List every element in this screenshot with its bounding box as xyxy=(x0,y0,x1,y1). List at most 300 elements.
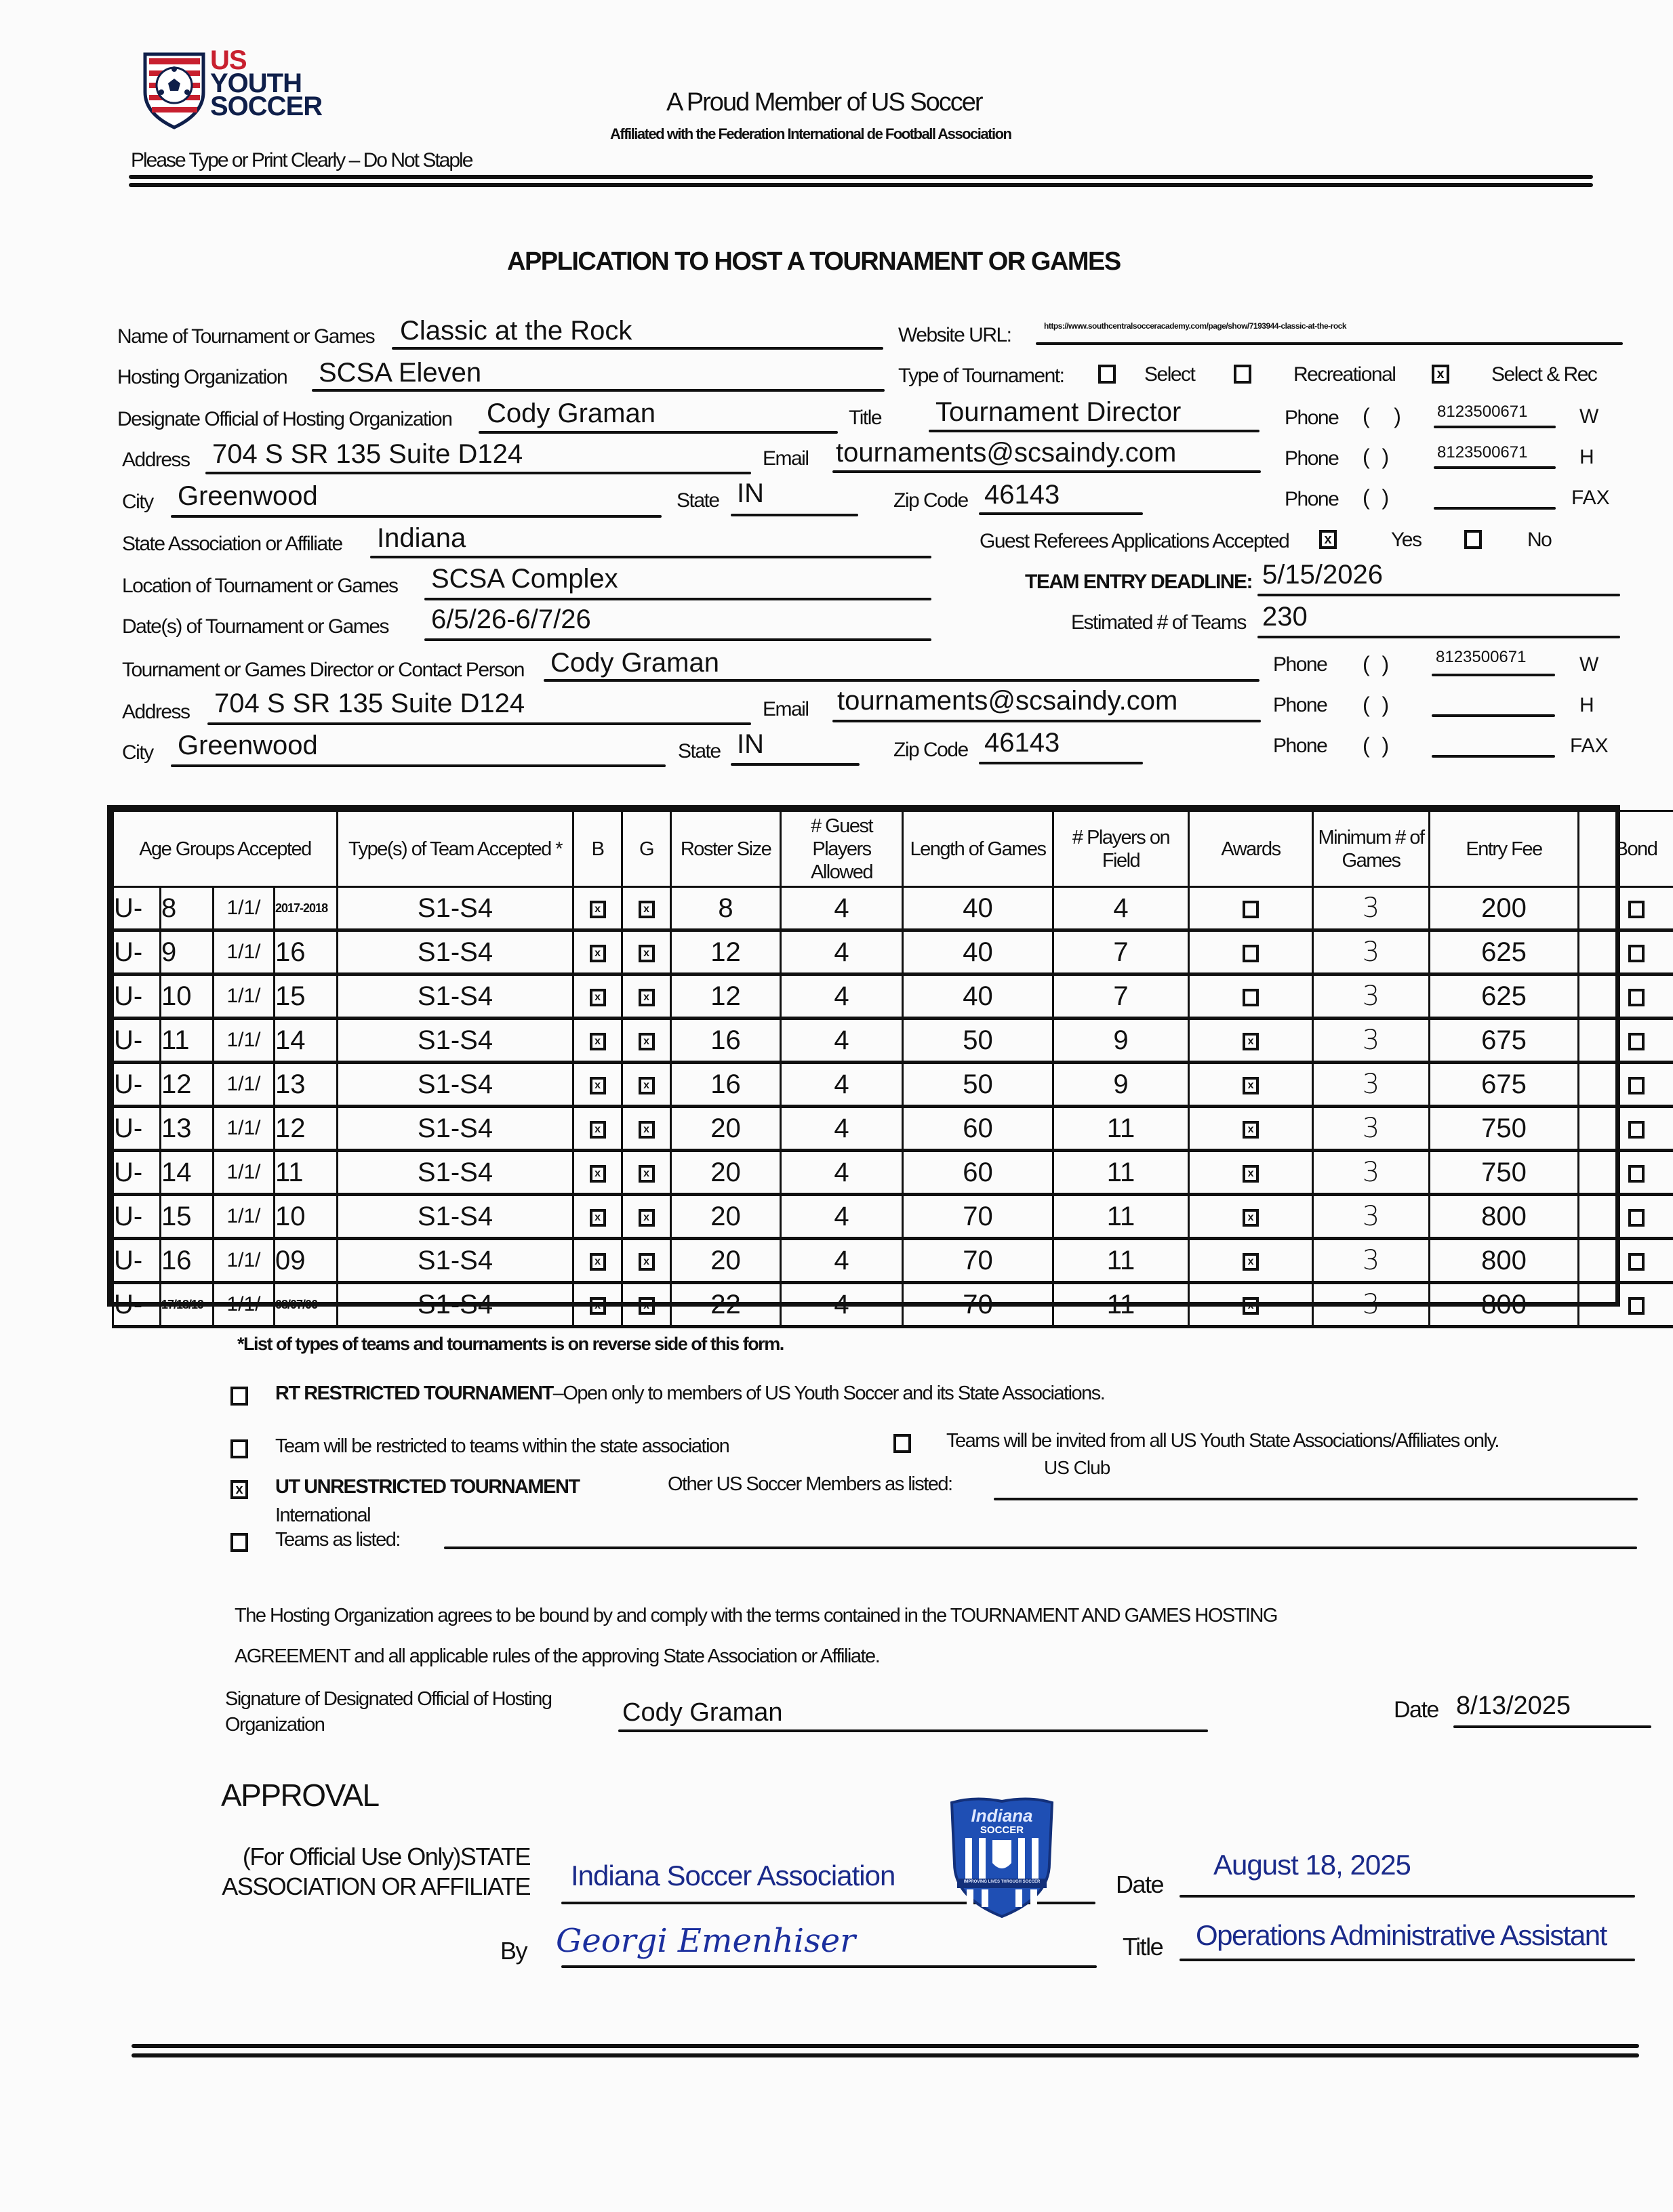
guest-ref-no-checkbox[interactable] xyxy=(1464,530,1482,549)
guest-players[interactable]: 4 xyxy=(781,1151,903,1195)
min-games[interactable]: 3 xyxy=(1313,1195,1430,1239)
director-zip-value[interactable]: 46143 xyxy=(984,728,1060,758)
est-teams-label: Estimated # of Teams xyxy=(1071,611,1246,634)
phone-suffix-w: W xyxy=(1579,405,1599,428)
signature-label-line-1: Signature of Designated Official of Hosting xyxy=(225,1688,552,1710)
us-youth-soccer-logo xyxy=(142,45,346,131)
birth-date-prefix[interactable]: 1/1/ xyxy=(214,930,275,975)
girls-checkbox[interactable]: x xyxy=(639,1165,655,1183)
guest-players[interactable]: 4 xyxy=(781,1107,903,1151)
bond-cell xyxy=(1579,1283,1673,1327)
guest-ref-label: Guest Referees Applications Accepted xyxy=(980,530,1289,552)
entry-fee[interactable]: 675 xyxy=(1430,1019,1579,1063)
table-header-row xyxy=(113,811,1673,887)
age-prefix[interactable]: U- xyxy=(113,1239,161,1283)
boys-cell xyxy=(573,1063,622,1107)
birth-year[interactable]: 15 xyxy=(275,975,338,1019)
bond-checkbox[interactable] xyxy=(1628,1121,1645,1139)
min-games[interactable]: 3 xyxy=(1313,1283,1430,1327)
boys-checkbox[interactable]: x xyxy=(590,1297,606,1315)
dates-value[interactable]: 6/5/26-6/7/26 xyxy=(431,605,591,634)
age-groups-table xyxy=(107,805,1657,1320)
team-types[interactable]: S1-S4 xyxy=(338,1239,573,1283)
team-types[interactable]: S1-S4 xyxy=(338,887,573,930)
players-on-field[interactable]: 11 xyxy=(1053,1283,1189,1327)
phone-suffix-w: W xyxy=(1579,653,1599,676)
address-value[interactable]: 704 S SR 135 Suite D124 xyxy=(212,439,523,469)
boys-cell xyxy=(573,1195,622,1239)
min-games[interactable]: 3 xyxy=(1313,1239,1430,1283)
roster-size[interactable]: 12 xyxy=(671,930,781,975)
logo-us: US xyxy=(210,45,247,75)
entry-fee[interactable]: 800 xyxy=(1430,1239,1579,1283)
game-length[interactable]: 40 xyxy=(903,887,1053,930)
col-awards: Awards xyxy=(1189,811,1313,887)
official-value[interactable]: Cody Graman xyxy=(487,398,656,428)
birth-date-prefix[interactable]: 1/1/ xyxy=(214,1107,275,1151)
entry-fee[interactable]: 625 xyxy=(1430,975,1579,1019)
official-title-label: Title xyxy=(849,407,882,429)
roster-size[interactable]: 20 xyxy=(671,1151,781,1195)
awards-cell xyxy=(1189,1195,1313,1239)
roster-size[interactable]: 12 xyxy=(671,975,781,1019)
min-games[interactable]: 3 xyxy=(1313,1063,1430,1107)
bond-cell xyxy=(1579,1107,1673,1151)
state-assoc-value[interactable]: Indiana xyxy=(377,523,466,553)
entry-fee[interactable]: 800 xyxy=(1430,1195,1579,1239)
players-on-field[interactable]: 11 xyxy=(1053,1195,1189,1239)
col-girls: G xyxy=(622,811,671,887)
table-row xyxy=(113,1063,1673,1107)
guest-players[interactable]: 4 xyxy=(781,1283,903,1327)
players-on-field[interactable]: 4 xyxy=(1053,887,1189,930)
birth-date-prefix[interactable]: 1/1/ xyxy=(214,1151,275,1195)
game-length[interactable]: 70 xyxy=(903,1239,1053,1283)
bond-checkbox[interactable] xyxy=(1628,1253,1645,1271)
phone-label: Phone xyxy=(1273,735,1327,757)
director-phone-work-value[interactable]: 8123500671 xyxy=(1436,648,1527,666)
zip-label: Zip Code xyxy=(893,489,968,512)
col-boys: B xyxy=(573,811,622,887)
type-recreational-checkbox[interactable] xyxy=(1234,365,1251,384)
logo-youth: YOUTH xyxy=(210,68,302,98)
table-row xyxy=(113,1019,1673,1063)
entry-fee[interactable]: 625 xyxy=(1430,930,1579,975)
awards-checkbox[interactable]: x xyxy=(1243,1121,1259,1139)
state-only-checkbox[interactable] xyxy=(230,1439,248,1458)
underline xyxy=(1036,342,1623,345)
instructions: Please Type or Print Clearly – Do Not Staple xyxy=(131,149,472,171)
roster-size[interactable]: 16 xyxy=(671,1063,781,1107)
boys-cell xyxy=(573,930,622,975)
team-types[interactable]: S1-S4 xyxy=(338,930,573,975)
birth-year[interactable]: 09 xyxy=(275,1239,338,1283)
age-number[interactable]: 10 xyxy=(161,975,214,1019)
awards-cell xyxy=(1189,930,1313,975)
state-value[interactable]: IN xyxy=(737,478,764,508)
game-length[interactable]: 60 xyxy=(903,1151,1053,1195)
location-label: Location of Tournament or Games xyxy=(122,575,398,597)
guest-players[interactable]: 4 xyxy=(781,887,903,930)
underline xyxy=(731,514,858,516)
table-row xyxy=(113,1239,1673,1283)
bond-cell xyxy=(1579,930,1673,975)
age-number[interactable]: 13 xyxy=(161,1107,214,1151)
approval-date-value[interactable]: August 18, 2025 xyxy=(1213,1849,1411,1881)
underline xyxy=(392,347,883,350)
birth-date-prefix[interactable]: 1/1/ xyxy=(214,1283,275,1327)
boys-checkbox[interactable]: x xyxy=(590,1209,606,1227)
birth-date-prefix[interactable]: 1/1/ xyxy=(214,1239,275,1283)
game-length[interactable]: 60 xyxy=(903,1107,1053,1151)
official-use-line-1: (For Official Use Only)STATE xyxy=(242,1843,530,1870)
boys-cell xyxy=(573,1283,622,1327)
boys-cell xyxy=(573,975,622,1019)
game-length[interactable]: 50 xyxy=(903,1063,1053,1107)
form-title: APPLICATION TO HOST A TOURNAMENT OR GAMES xyxy=(507,247,1121,276)
director-city-value[interactable]: Greenwood xyxy=(178,731,318,760)
age-number[interactable]: 8 xyxy=(161,887,214,930)
underline xyxy=(731,763,860,766)
other-members-value[interactable]: US Club xyxy=(1044,1457,1110,1478)
underline xyxy=(312,389,885,392)
birth-date-prefix[interactable]: 1/1/ xyxy=(214,1063,275,1107)
underline xyxy=(171,515,662,518)
age-number[interactable]: 9 xyxy=(161,930,214,975)
girls-checkbox[interactable]: x xyxy=(639,1121,655,1139)
entry-fee[interactable]: 750 xyxy=(1430,1151,1579,1195)
players-on-field[interactable]: 11 xyxy=(1053,1107,1189,1151)
game-length[interactable]: 40 xyxy=(903,930,1053,975)
awards-checkbox[interactable] xyxy=(1243,989,1259,1006)
footer-rule-bottom xyxy=(132,2053,1639,2057)
phone-label: Phone xyxy=(1273,653,1327,676)
birth-year[interactable]: 14 xyxy=(275,1019,338,1063)
girls-cell xyxy=(622,1063,671,1107)
underline xyxy=(1432,714,1555,717)
bond-checkbox[interactable] xyxy=(1628,1165,1645,1183)
all-states-label: Teams will be invited from all US Youth State Associations/Affiliates only. xyxy=(946,1430,1499,1452)
director-state-value[interactable]: IN xyxy=(737,729,764,759)
city-label: City xyxy=(122,491,153,513)
birth-date-prefix[interactable]: 1/1/ xyxy=(214,1019,275,1063)
awards-checkbox[interactable] xyxy=(1243,901,1259,918)
girls-cell xyxy=(622,887,671,930)
guest-players[interactable]: 4 xyxy=(781,1063,903,1107)
underline xyxy=(1432,755,1555,758)
awards-checkbox[interactable] xyxy=(1243,945,1259,962)
awards-checkbox[interactable]: x xyxy=(1243,1209,1259,1227)
underline xyxy=(424,598,931,600)
birth-date-prefix[interactable]: 1/1/ xyxy=(214,975,275,1019)
host-signature-value[interactable]: Cody Graman xyxy=(622,1698,783,1727)
age-prefix[interactable]: U- xyxy=(113,887,161,930)
roster-size[interactable]: 22 xyxy=(671,1283,781,1327)
roster-size[interactable]: 20 xyxy=(671,1239,781,1283)
table-row xyxy=(113,930,1673,975)
approval-date-label: Date xyxy=(1116,1870,1164,1898)
players-on-field[interactable]: 9 xyxy=(1053,1019,1189,1063)
approver-signature[interactable]: Georgi Emenhiser xyxy=(556,1922,856,1960)
underline xyxy=(1434,466,1556,469)
host-date-value[interactable]: 8/13/2025 xyxy=(1456,1692,1571,1720)
bond-checkbox[interactable] xyxy=(1628,989,1645,1006)
director-state-label: State xyxy=(678,740,721,762)
bond-cell xyxy=(1579,1195,1673,1239)
director-email-label: Email xyxy=(763,698,809,720)
boys-cell xyxy=(573,1239,622,1283)
underline xyxy=(207,722,751,725)
boys-checkbox[interactable]: x xyxy=(590,1077,606,1094)
roster-size[interactable]: 8 xyxy=(671,887,781,930)
entry-fee[interactable]: 750 xyxy=(1430,1107,1579,1151)
age-prefix[interactable]: U- xyxy=(113,1283,161,1327)
underline xyxy=(171,764,666,767)
age-number[interactable]: 16 xyxy=(161,1239,214,1283)
boys-cell xyxy=(573,887,622,930)
team-types[interactable]: S1-S4 xyxy=(338,1195,573,1239)
team-types[interactable]: S1-S4 xyxy=(338,1019,573,1063)
players-on-field[interactable]: 11 xyxy=(1053,1151,1189,1195)
guest-players[interactable]: 4 xyxy=(781,1019,903,1063)
all-states-checkbox[interactable] xyxy=(893,1434,911,1453)
logo-soccer: SOCCER xyxy=(210,91,323,121)
header-rule-bottom xyxy=(129,183,1593,187)
phone-paren: ( ) xyxy=(1363,652,1390,676)
min-games[interactable]: 3 xyxy=(1313,887,1430,930)
director-zip-label: Zip Code xyxy=(893,739,968,761)
by-label: By xyxy=(500,1937,527,1965)
seal-text-band: IMPROVING LIVES THROUGH SOCCER xyxy=(963,1880,1041,1884)
bond-checkbox[interactable] xyxy=(1628,1033,1645,1050)
underline xyxy=(479,431,838,434)
boys-checkbox[interactable]: x xyxy=(590,1033,606,1050)
game-length[interactable]: 50 xyxy=(903,1019,1053,1063)
birth-year[interactable]: 13 xyxy=(275,1063,338,1107)
bond-checkbox[interactable] xyxy=(1628,901,1645,918)
min-games[interactable]: 3 xyxy=(1313,975,1430,1019)
guest-ref-yes-label: Yes xyxy=(1391,529,1422,551)
birth-year[interactable]: 11 xyxy=(275,1151,338,1195)
rt-restricted-checkbox[interactable] xyxy=(230,1387,248,1406)
ut-unrestricted-checkbox[interactable]: x xyxy=(230,1480,248,1499)
awards-checkbox[interactable]: x xyxy=(1243,1253,1259,1271)
age-number[interactable]: 14 xyxy=(161,1151,214,1195)
agreement-line-1: The Hosting Organization agrees to be bound by and comply with the terms contained in the TOURNAMENT AND GAMES HOSTING xyxy=(235,1605,1277,1626)
phone-suffix-h: H xyxy=(1579,446,1594,468)
min-games[interactable]: 3 xyxy=(1313,1019,1430,1063)
age-prefix[interactable]: U- xyxy=(113,1151,161,1195)
awards-cell xyxy=(1189,1151,1313,1195)
rt-restricted-line xyxy=(275,1382,1104,1405)
birth-year[interactable]: 16 xyxy=(275,930,338,975)
boys-checkbox[interactable]: x xyxy=(590,1121,606,1139)
deadline-value[interactable]: 5/15/2026 xyxy=(1262,560,1383,590)
director-address-label: Address xyxy=(122,701,190,723)
age-prefix[interactable]: U- xyxy=(113,975,161,1019)
est-teams-value[interactable]: 230 xyxy=(1262,602,1308,632)
phone-label: Phone xyxy=(1285,488,1339,510)
approval-title-label: Title xyxy=(1123,1933,1163,1961)
age-prefix[interactable]: U- xyxy=(113,930,161,975)
girls-checkbox[interactable]: x xyxy=(639,901,655,918)
awards-cell xyxy=(1189,1239,1313,1283)
entry-fee[interactable]: 800 xyxy=(1430,1283,1579,1327)
phone-work-value[interactable]: 8123500671 xyxy=(1437,403,1528,421)
city-value[interactable]: Greenwood xyxy=(178,481,318,511)
team-types[interactable]: S1-S4 xyxy=(338,1151,573,1195)
types-footnote: *List of types of teams and tournaments is on reverse side of this form. xyxy=(237,1334,784,1354)
girls-cell xyxy=(622,1239,671,1283)
official-title-value[interactable]: Tournament Director xyxy=(935,397,1182,427)
phone-suffix-h: H xyxy=(1579,694,1594,716)
birth-year[interactable]: 08/07/06 xyxy=(275,1283,338,1327)
players-on-field[interactable]: 11 xyxy=(1053,1239,1189,1283)
phone-paren: ( ) xyxy=(1363,733,1390,758)
approval-title-value[interactable]: Operations Administrative Assistant xyxy=(1196,1919,1607,1951)
website-value[interactable]: https://www.southcentralsocceracademy.com/page/show/7193944-classic-at-the-rock xyxy=(1044,321,1347,331)
member-line: A Proud Member of US Soccer xyxy=(666,88,982,117)
bond-checkbox[interactable] xyxy=(1628,945,1645,962)
ut-unrestricted-label: UT UNRESTRICTED TOURNAMENT xyxy=(275,1476,580,1498)
director-email-value[interactable]: tournaments@scsaindy.com xyxy=(837,686,1178,716)
birth-date-prefix[interactable]: 1/1/ xyxy=(214,1195,275,1239)
dates-label: Date(s) of Tournament or Games xyxy=(122,615,388,638)
official-label: Designate Official of Hosting Organization xyxy=(117,408,452,430)
director-address-value[interactable]: 704 S SR 135 Suite D124 xyxy=(214,689,525,718)
age-number[interactable]: 17/18/19 xyxy=(161,1283,214,1327)
girls-checkbox[interactable]: x xyxy=(639,1077,655,1094)
girls-checkbox[interactable]: x xyxy=(639,989,655,1006)
phone-paren: ( ) xyxy=(1363,445,1390,469)
table-row xyxy=(113,1195,1673,1239)
team-types[interactable]: S1-S4 xyxy=(338,1283,573,1327)
girls-checkbox[interactable]: x xyxy=(639,945,655,962)
underline xyxy=(424,638,931,641)
awards-checkbox[interactable]: x xyxy=(1243,1165,1259,1183)
roster-size[interactable]: 16 xyxy=(671,1019,781,1063)
roster-size[interactable]: 20 xyxy=(671,1195,781,1239)
awards-checkbox[interactable]: x xyxy=(1243,1077,1259,1094)
underline xyxy=(618,1729,1208,1732)
girls-checkbox[interactable]: x xyxy=(639,1297,655,1315)
players-on-field[interactable]: 9 xyxy=(1053,1063,1189,1107)
age-prefix[interactable]: U- xyxy=(113,1019,161,1063)
awards-cell xyxy=(1189,1283,1313,1327)
phone-label: Phone xyxy=(1285,407,1339,429)
age-prefix[interactable]: U- xyxy=(113,1107,161,1151)
girls-checkbox[interactable]: x xyxy=(639,1033,655,1050)
boys-checkbox[interactable]: x xyxy=(590,1253,606,1271)
bond-checkbox[interactable] xyxy=(1628,1077,1645,1094)
players-on-field[interactable]: 7 xyxy=(1053,975,1189,1019)
players-on-field[interactable]: 7 xyxy=(1053,930,1189,975)
game-length[interactable]: 70 xyxy=(903,1283,1053,1327)
girls-checkbox[interactable]: x xyxy=(639,1209,655,1227)
birth-year[interactable]: 2017-2018 xyxy=(275,887,338,930)
boys-checkbox[interactable]: x xyxy=(590,945,606,962)
col-guests: # Guest Players Allowed xyxy=(781,811,903,887)
boys-checkbox[interactable]: x xyxy=(590,989,606,1006)
underline xyxy=(979,762,1143,764)
girls-checkbox[interactable]: x xyxy=(639,1253,655,1271)
underline xyxy=(994,1498,1638,1500)
birth-year[interactable]: 12 xyxy=(275,1107,338,1151)
email-value[interactable]: tournaments@scsaindy.com xyxy=(836,438,1177,468)
zip-value[interactable]: 46143 xyxy=(984,480,1060,510)
awards-cell xyxy=(1189,1063,1313,1107)
age-number[interactable]: 15 xyxy=(161,1195,214,1239)
min-games[interactable]: 3 xyxy=(1313,1151,1430,1195)
boys-checkbox[interactable]: x xyxy=(590,901,606,918)
team-types[interactable]: S1-S4 xyxy=(338,1107,573,1151)
tournament-name-label: Name of Tournament or Games xyxy=(117,325,375,348)
guest-players[interactable]: 4 xyxy=(781,1239,903,1283)
entry-fee[interactable]: 675 xyxy=(1430,1063,1579,1107)
age-prefix[interactable]: U- xyxy=(113,1063,161,1107)
logo-text xyxy=(210,45,323,121)
location-value[interactable]: SCSA Complex xyxy=(431,564,618,594)
team-types[interactable]: S1-S4 xyxy=(338,975,573,1019)
min-games[interactable]: 3 xyxy=(1313,1107,1430,1151)
game-length[interactable]: 40 xyxy=(903,975,1053,1019)
email-label: Email xyxy=(763,447,809,470)
guest-players[interactable]: 4 xyxy=(781,930,903,975)
underline xyxy=(832,470,1261,473)
team-types[interactable]: S1-S4 xyxy=(338,1063,573,1107)
entry-fee[interactable]: 200 xyxy=(1430,887,1579,930)
rt-restricted-label: RT RESTRICTED TOURNAMENT xyxy=(275,1382,553,1404)
website-label: Website URL: xyxy=(898,324,1011,346)
awards-checkbox[interactable]: x xyxy=(1243,1297,1259,1315)
bond-checkbox[interactable] xyxy=(1628,1297,1645,1315)
birth-date-prefix[interactable]: 1/1/ xyxy=(214,887,275,930)
game-length[interactable]: 70 xyxy=(903,1195,1053,1239)
bond-checkbox[interactable] xyxy=(1628,1209,1645,1227)
age-number[interactable]: 12 xyxy=(161,1063,214,1107)
phone-home-value[interactable]: 8123500671 xyxy=(1437,443,1528,462)
association-value[interactable]: Indiana Soccer Association xyxy=(571,1860,895,1891)
director-value[interactable]: Cody Graman xyxy=(550,648,719,678)
tournament-name-value[interactable]: Classic at the Rock xyxy=(400,316,632,346)
col-age-groups: Age Groups Accepted xyxy=(113,811,338,887)
underline xyxy=(544,679,1259,682)
tournament-type-label: Type of Tournament: xyxy=(898,365,1064,387)
boys-checkbox[interactable]: x xyxy=(590,1165,606,1183)
guest-players[interactable]: 4 xyxy=(781,1195,903,1239)
guest-ref-yes-checkbox[interactable]: x xyxy=(1319,530,1337,549)
guest-players[interactable]: 4 xyxy=(781,975,903,1019)
min-games[interactable]: 3 xyxy=(1313,930,1430,975)
bond-cell xyxy=(1579,1239,1673,1283)
hosting-org-value[interactable]: SCSA Eleven xyxy=(319,358,482,388)
roster-size[interactable]: 20 xyxy=(671,1107,781,1151)
bond-cell xyxy=(1579,1063,1673,1107)
approval-heading: APPROVAL xyxy=(221,1778,379,1813)
girls-cell xyxy=(622,1283,671,1327)
bond-cell xyxy=(1579,887,1673,930)
hosting-org-label: Hosting Organization xyxy=(117,366,287,388)
underline xyxy=(832,720,1261,722)
age-prefix[interactable]: U- xyxy=(113,1195,161,1239)
international-teams-checkbox[interactable] xyxy=(230,1533,248,1552)
birth-year[interactable]: 10 xyxy=(275,1195,338,1239)
type-select-rec-checkbox[interactable]: x xyxy=(1432,365,1449,384)
underline xyxy=(1257,636,1620,638)
type-select-checkbox[interactable] xyxy=(1098,365,1116,384)
awards-checkbox[interactable]: x xyxy=(1243,1033,1259,1050)
age-number[interactable]: 11 xyxy=(161,1019,214,1063)
